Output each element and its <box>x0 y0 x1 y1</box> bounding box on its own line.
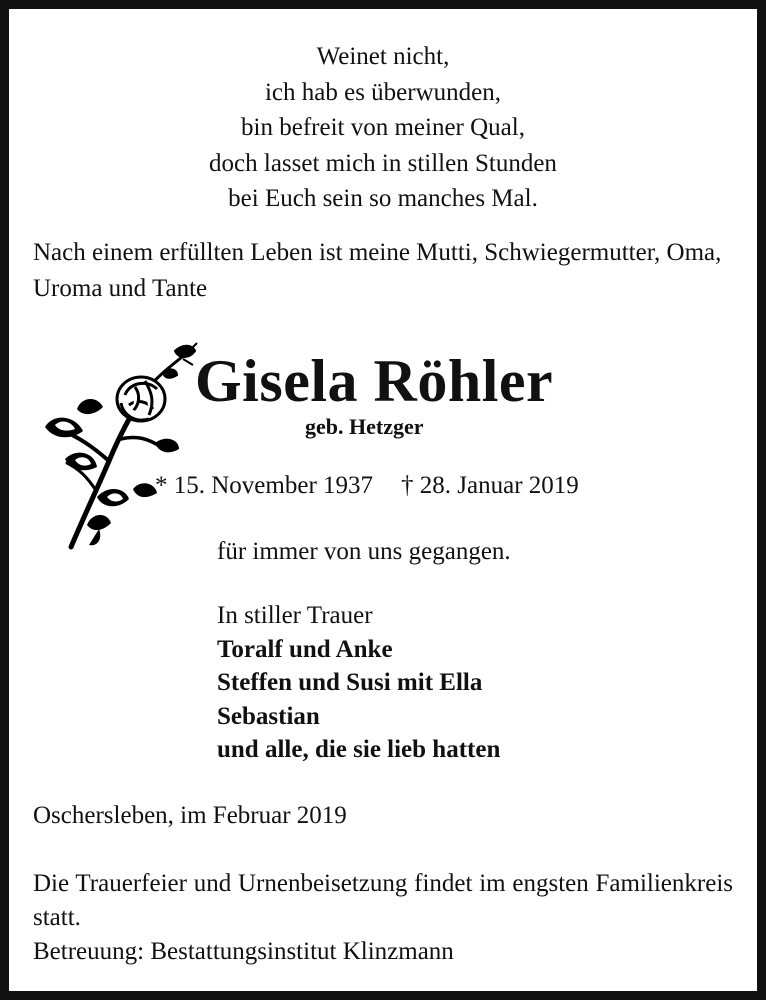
deceased-name: Gisela Röhler <box>195 348 554 414</box>
mourner-name: Toralf und Anke <box>217 635 393 663</box>
poem-line: Weinet nicht, <box>316 43 450 70</box>
life-dates <box>155 469 579 503</box>
poem-line: bei Euch sein so manches Mal. <box>228 185 538 212</box>
ceremony-text: Die Trauerfeier und Urnenbeisetzung findet im engsten Familienkreis statt. <box>33 870 733 931</box>
birth-date: * 15. November 1937 <box>155 472 374 499</box>
mourners-block <box>217 599 500 767</box>
poem-line: doch lasset mich in stillen Stunden <box>209 149 557 177</box>
maiden-name: geb. Hetzger <box>305 414 424 439</box>
mourner-name: Sebastian <box>217 702 320 730</box>
poem-line: bin befreit von meiner Qual, <box>241 114 525 141</box>
rose-icon <box>37 339 202 554</box>
funeral-home: Betreuung: Bestattungsinstitut Klinzmann <box>33 938 454 965</box>
intro-text: Nach einem erfüllten Leben ist meine Mutti, Schwiegermutter, Oma, Uroma und Tante <box>33 239 722 302</box>
death-date: † 28. Januar 2019 <box>401 472 579 499</box>
mourners-intro: In stiller Trauer <box>217 602 373 629</box>
mourner-name: und alle, die sie lieb hatten <box>217 736 501 763</box>
poem-line: ich hab es überwunden, <box>264 78 502 106</box>
mourner-name: Steffen und Susi mit Ella <box>217 669 483 696</box>
poem <box>9 39 757 217</box>
place-date: Oschersleben, im Februar 2019 <box>33 802 347 829</box>
passing-text: für immer von uns gegangen. <box>217 538 511 565</box>
